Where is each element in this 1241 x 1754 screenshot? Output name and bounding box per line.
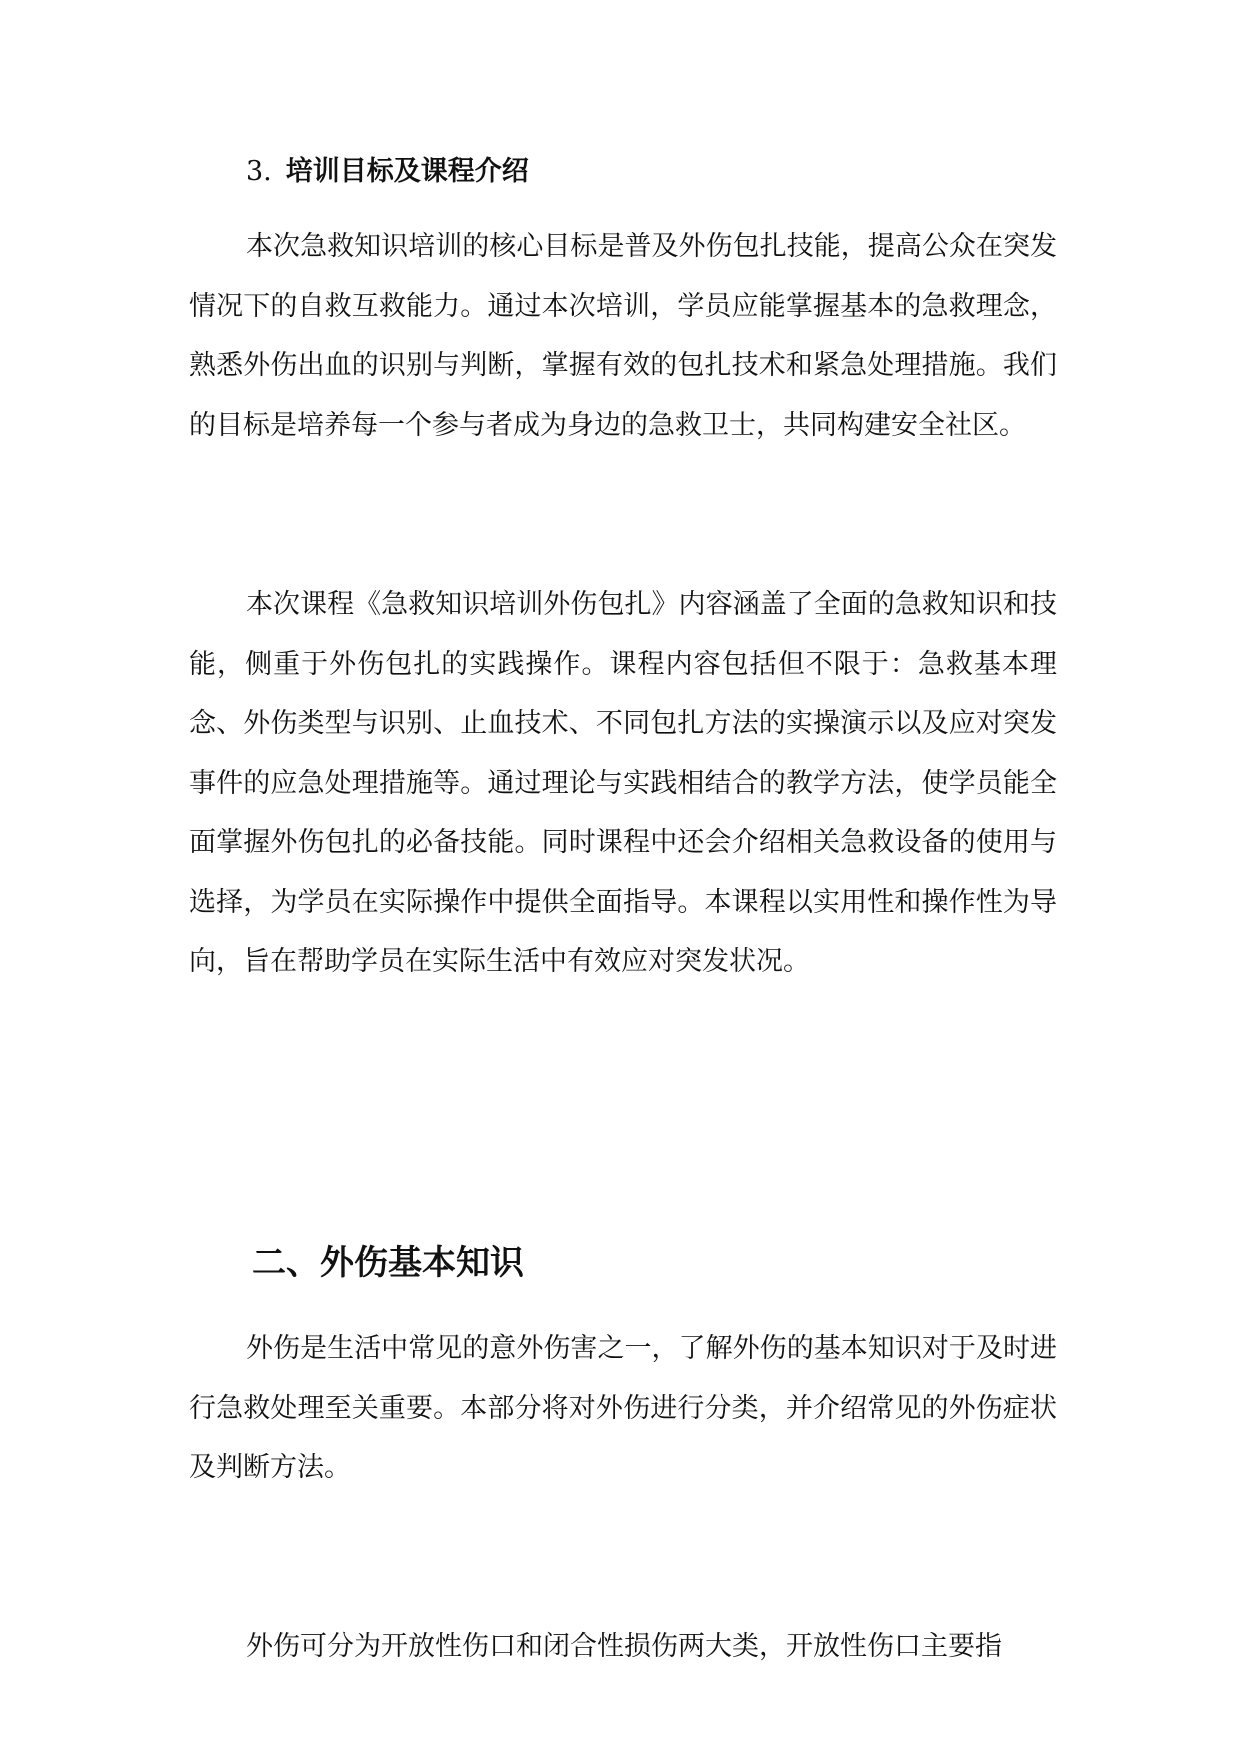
paragraph-training-goals: 本次急救知识培训的核心目标是普及外伤包扎技能，提高公众在突发情况下的自救互救能力。通过本次培训，学员应能掌握基本的急救理念，熟悉外伤出血的识别与判断，掌握有效的包扎技术和紧急处理措施。我们的目标是培养每一个参与者成为身边的急救卫士，共同构建安全社区。 [189, 231, 1057, 441]
paragraph-trauma-types: 外伤可分为开放性伤口和闭合性损伤两大类，开放性伤口主要指 [246, 1631, 1002, 1662]
paragraph-course-intro: 本次课程《急救知识培训外伤包扎》内容涵盖了全面的急救知识和技能，侧重于外伤包扎的实践操作。课程内容包括但不限于：急救基本理念、外伤类型与识别、止血技术、不同包扎方法的实操演示以及应对突发事件的应急处理措施等。通过理论与实践相结合的教学方法，使学员能全面掌握外伤包扎的必备技能。同时课程中还会介绍相关急救设备的使用与选择，为学员在实际操作中提供全面指导。本课程以实用性和操作性为导向，旨在帮助学员在实际生活中有效应对突发状况。 [189, 589, 1057, 977]
section-number: 3. [246, 156, 272, 187]
section-heading [246, 150, 529, 194]
paragraph-trauma-overview: 外伤是生活中常见的意外伤害之一，了解外伤的基本知识对于及时进行急救处理至关重要。本部分将对外伤进行分类，并介绍常见的外伤症状及判断方法。 [189, 1333, 1057, 1483]
section-title: 培训目标及课程介绍 [285, 156, 529, 187]
chapter-heading: 二、外伤基本知识 [252, 1243, 524, 1283]
